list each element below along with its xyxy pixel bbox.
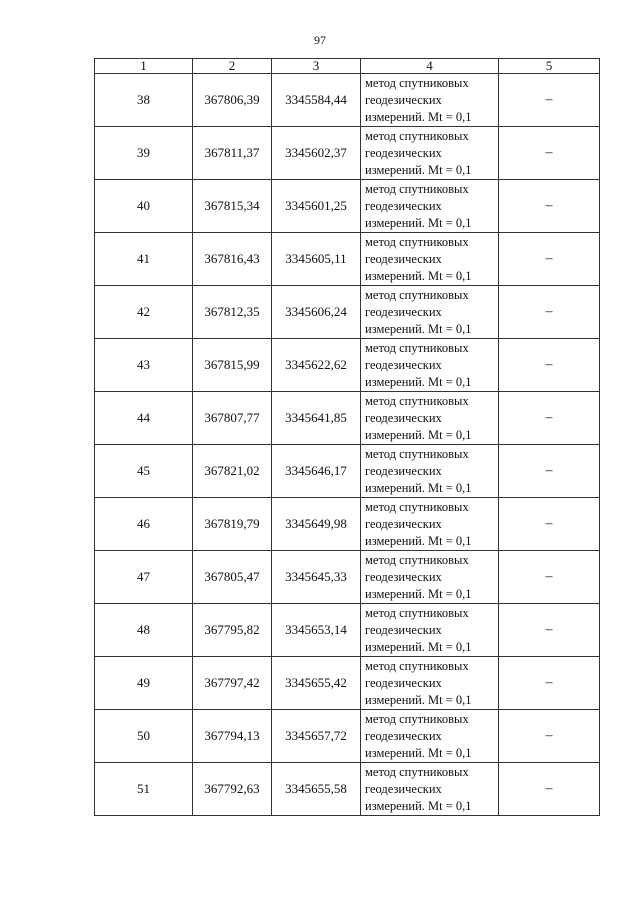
measurement-method bbox=[361, 498, 499, 551]
point-number: 45 bbox=[95, 445, 193, 498]
table-row bbox=[95, 392, 600, 445]
table-row bbox=[95, 498, 600, 551]
method-line-1: метод спутниковых bbox=[365, 287, 469, 302]
coordinate-x: 367807,77 bbox=[193, 392, 272, 445]
coordinate-y: 3345657,72 bbox=[272, 710, 361, 763]
coordinate-x: 367815,99 bbox=[193, 339, 272, 392]
table-row bbox=[95, 74, 600, 127]
method-line-2: геодезических bbox=[365, 516, 442, 531]
method-line-3: измерений. Mt = 0,1 bbox=[365, 586, 472, 601]
method-line-2: геодезических bbox=[365, 463, 442, 478]
measurement-method bbox=[361, 445, 499, 498]
method-line-2: геодезических bbox=[365, 410, 442, 425]
table-row bbox=[95, 657, 600, 710]
method-line-2: геодезических bbox=[365, 728, 442, 743]
method-line-2: геодезических bbox=[365, 251, 442, 266]
method-line-2: геодезических bbox=[365, 357, 442, 372]
coordinate-x: 367819,79 bbox=[193, 498, 272, 551]
method-line-1: метод спутниковых bbox=[365, 658, 469, 673]
column-header-2: 2 bbox=[193, 59, 272, 74]
method-line-2: геодезических bbox=[365, 569, 442, 584]
method-line-3: измерений. Mt = 0,1 bbox=[365, 268, 472, 283]
coordinate-x: 367805,47 bbox=[193, 551, 272, 604]
point-number: 51 bbox=[95, 763, 193, 816]
method-line-3: измерений. Mt = 0,1 bbox=[365, 533, 472, 548]
point-number: 39 bbox=[95, 127, 193, 180]
measurement-method bbox=[361, 127, 499, 180]
table-row bbox=[95, 127, 600, 180]
coordinate-y: 3345655,42 bbox=[272, 657, 361, 710]
column-header-4: 4 bbox=[361, 59, 499, 74]
coordinate-y: 3345622,62 bbox=[272, 339, 361, 392]
method-line-1: метод спутниковых bbox=[365, 340, 469, 355]
method-line-2: геодезических bbox=[365, 145, 442, 160]
method-line-2: геодезических bbox=[365, 675, 442, 690]
table-row bbox=[95, 339, 600, 392]
measurement-method bbox=[361, 339, 499, 392]
column-header-1: 1 bbox=[95, 59, 193, 74]
column-5-value: – bbox=[499, 710, 600, 763]
measurement-method bbox=[361, 74, 499, 127]
measurement-method bbox=[361, 604, 499, 657]
coordinate-x: 367821,02 bbox=[193, 445, 272, 498]
coordinate-y: 3345646,17 bbox=[272, 445, 361, 498]
table-row bbox=[95, 286, 600, 339]
coordinate-x: 367811,37 bbox=[193, 127, 272, 180]
coordinate-x: 367806,39 bbox=[193, 74, 272, 127]
table-row bbox=[95, 551, 600, 604]
column-5-value: – bbox=[499, 392, 600, 445]
coordinate-y: 3345601,25 bbox=[272, 180, 361, 233]
coordinate-y: 3345641,85 bbox=[272, 392, 361, 445]
table-row bbox=[95, 710, 600, 763]
point-number: 49 bbox=[95, 657, 193, 710]
coordinate-x: 367792,63 bbox=[193, 763, 272, 816]
coordinate-x: 367797,42 bbox=[193, 657, 272, 710]
measurement-method bbox=[361, 392, 499, 445]
column-5-value: – bbox=[499, 286, 600, 339]
table-row bbox=[95, 604, 600, 657]
coordinate-x: 367794,13 bbox=[193, 710, 272, 763]
column-5-value: – bbox=[499, 763, 600, 816]
table-row bbox=[95, 445, 600, 498]
method-line-3: измерений. Mt = 0,1 bbox=[365, 109, 472, 124]
column-5-value: – bbox=[499, 551, 600, 604]
method-line-1: метод спутниковых bbox=[365, 75, 469, 90]
method-line-3: измерений. Mt = 0,1 bbox=[365, 162, 472, 177]
column-header-5: 5 bbox=[499, 59, 600, 74]
method-line-3: измерений. Mt = 0,1 bbox=[365, 745, 472, 760]
table-header-row bbox=[95, 59, 600, 74]
table-row bbox=[95, 180, 600, 233]
coordinate-y: 3345649,98 bbox=[272, 498, 361, 551]
column-5-value: – bbox=[499, 604, 600, 657]
method-line-1: метод спутниковых bbox=[365, 128, 469, 143]
method-line-2: геодезических bbox=[365, 622, 442, 637]
coordinate-x: 367795,82 bbox=[193, 604, 272, 657]
coordinate-y: 3345606,24 bbox=[272, 286, 361, 339]
method-line-1: метод спутниковых bbox=[365, 711, 469, 726]
point-number: 50 bbox=[95, 710, 193, 763]
method-line-1: метод спутниковых bbox=[365, 605, 469, 620]
coordinates-table bbox=[94, 58, 600, 816]
measurement-method bbox=[361, 286, 499, 339]
column-5-value: – bbox=[499, 74, 600, 127]
column-5-value: – bbox=[499, 657, 600, 710]
coordinate-x: 367816,43 bbox=[193, 233, 272, 286]
method-line-1: метод спутниковых bbox=[365, 446, 469, 461]
point-number: 48 bbox=[95, 604, 193, 657]
method-line-1: метод спутниковых bbox=[365, 552, 469, 567]
table-row bbox=[95, 763, 600, 816]
method-line-3: измерений. Mt = 0,1 bbox=[365, 692, 472, 707]
method-line-1: метод спутниковых bbox=[365, 234, 469, 249]
method-line-3: измерений. Mt = 0,1 bbox=[365, 321, 472, 336]
coordinate-x: 367815,34 bbox=[193, 180, 272, 233]
method-line-3: измерений. Mt = 0,1 bbox=[365, 798, 472, 813]
method-line-2: геодезических bbox=[365, 198, 442, 213]
table-row bbox=[95, 233, 600, 286]
point-number: 38 bbox=[95, 74, 193, 127]
method-line-1: метод спутниковых bbox=[365, 393, 469, 408]
point-number: 43 bbox=[95, 339, 193, 392]
column-5-value: – bbox=[499, 233, 600, 286]
coordinate-y: 3345584,44 bbox=[272, 74, 361, 127]
coordinate-y: 3345645,33 bbox=[272, 551, 361, 604]
method-line-2: геодезических bbox=[365, 92, 442, 107]
method-line-1: метод спутниковых bbox=[365, 764, 469, 779]
coordinate-y: 3345605,11 bbox=[272, 233, 361, 286]
point-number: 42 bbox=[95, 286, 193, 339]
column-5-value: – bbox=[499, 127, 600, 180]
coordinate-y: 3345602,37 bbox=[272, 127, 361, 180]
method-line-3: измерений. Mt = 0,1 bbox=[365, 639, 472, 654]
point-number: 46 bbox=[95, 498, 193, 551]
method-line-3: измерений. Mt = 0,1 bbox=[365, 427, 472, 442]
method-line-1: метод спутниковых bbox=[365, 181, 469, 196]
column-5-value: – bbox=[499, 498, 600, 551]
method-line-2: геодезических bbox=[365, 304, 442, 319]
column-5-value: – bbox=[499, 445, 600, 498]
column-header-3: 3 bbox=[272, 59, 361, 74]
coordinate-x: 367812,35 bbox=[193, 286, 272, 339]
method-line-2: геодезических bbox=[365, 781, 442, 796]
point-number: 44 bbox=[95, 392, 193, 445]
method-line-3: измерений. Mt = 0,1 bbox=[365, 215, 472, 230]
point-number: 40 bbox=[95, 180, 193, 233]
coordinate-y: 3345653,14 bbox=[272, 604, 361, 657]
coordinate-y: 3345655,58 bbox=[272, 763, 361, 816]
measurement-method bbox=[361, 551, 499, 604]
measurement-method bbox=[361, 710, 499, 763]
method-line-1: метод спутниковых bbox=[365, 499, 469, 514]
column-5-value: – bbox=[499, 339, 600, 392]
measurement-method bbox=[361, 233, 499, 286]
point-number: 47 bbox=[95, 551, 193, 604]
measurement-method bbox=[361, 763, 499, 816]
method-line-3: измерений. Mt = 0,1 bbox=[365, 374, 472, 389]
point-number: 41 bbox=[95, 233, 193, 286]
method-line-3: измерений. Mt = 0,1 bbox=[365, 480, 472, 495]
measurement-method bbox=[361, 657, 499, 710]
measurement-method bbox=[361, 180, 499, 233]
column-5-value: – bbox=[499, 180, 600, 233]
page-number: 97 bbox=[314, 33, 326, 47]
